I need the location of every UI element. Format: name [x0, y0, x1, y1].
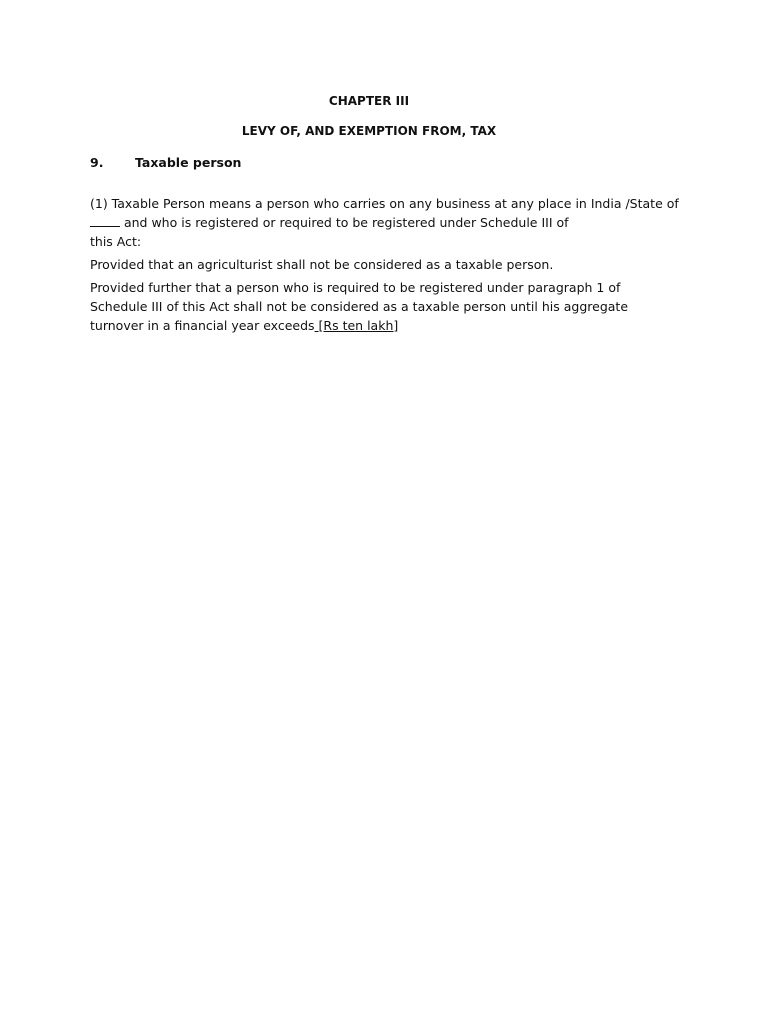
- paragraph-line: (1) Taxable Person means a person who carries on any business at any place in India /State of: [90, 196, 679, 211]
- section-heading: [90, 155, 241, 170]
- paragraph-line: this Act:: [90, 234, 142, 249]
- state-blank: [90, 214, 120, 227]
- chapter-title: CHAPTER III: [328, 94, 410, 108]
- paragraph-line: Schedule III of this Act shall not be considered as a taxable person until his aggregate: [90, 299, 629, 314]
- paragraph-text: and who is registered or required to be registered under Schedule III of: [120, 215, 569, 230]
- chapter-heading: LEVY OF, AND EXEMPTION FROM, TAX: [241, 124, 497, 138]
- threshold-amount: [Rs ten lakh]: [314, 318, 399, 333]
- section-number: 9.: [90, 155, 104, 170]
- proviso-paragraph: [90, 278, 690, 335]
- paragraph-line: Provided further that a person who is required to be registered under paragraph 1 of: [90, 280, 621, 295]
- section-title: Taxable person: [135, 155, 242, 170]
- proviso-paragraph: Provided that an agriculturist shall not be considered as a taxable person.: [90, 257, 554, 272]
- paragraph-line: [90, 213, 690, 232]
- definition-paragraph: [90, 194, 690, 251]
- paragraph-text: turnover in a financial year exceeds: [90, 318, 315, 333]
- paragraph-line: [90, 316, 690, 335]
